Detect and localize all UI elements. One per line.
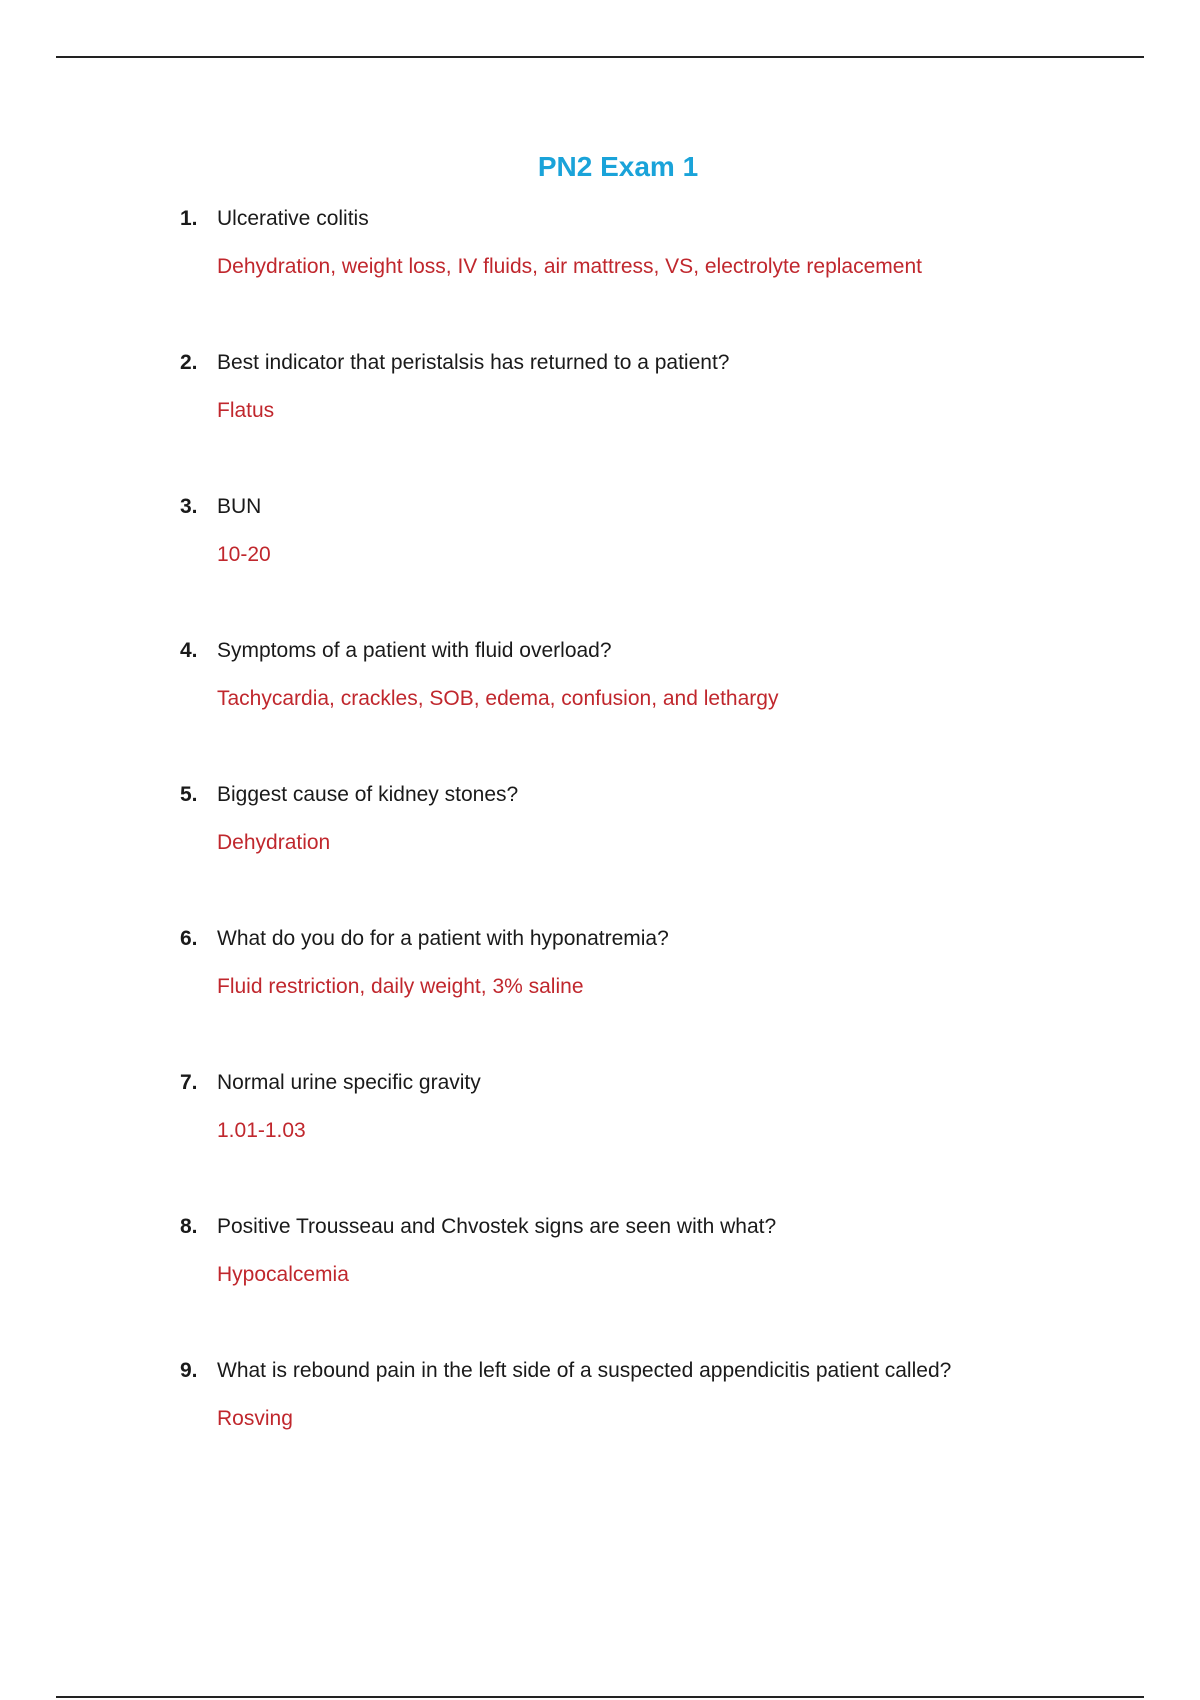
- answer-text: 1.01-1.03: [217, 1119, 306, 1142]
- answer-text: Rosving: [217, 1407, 293, 1430]
- question-item: [0, 920, 1200, 1064]
- question-text: Positive Trousseau and Chvostek signs are seen with what?: [217, 1215, 777, 1238]
- question-text: BUN: [217, 495, 262, 518]
- question-list: [0, 200, 1200, 1496]
- question-item: [0, 488, 1200, 632]
- question-number: 7.: [180, 1071, 198, 1094]
- question-number: 8.: [180, 1215, 198, 1238]
- footer-rule: [56, 1696, 1144, 1698]
- answer-text: Dehydration, weight loss, IV fluids, air mattress, VS, electrolyte replacement: [217, 255, 922, 278]
- header-rule: [56, 56, 1144, 58]
- answer-text: Tachycardia, crackles, SOB, edema, confusion, and lethargy: [217, 687, 779, 710]
- answer-text: Hypocalcemia: [217, 1263, 349, 1286]
- answer-text: Fluid restriction, daily weight, 3% saline: [217, 975, 584, 998]
- question-number: 1.: [180, 207, 198, 230]
- question-number: 4.: [180, 639, 198, 662]
- page-title: PN2 Exam 1: [537, 151, 699, 182]
- question-text: Best indicator that peristalsis has returned to a patient?: [217, 351, 730, 374]
- question-number: 6.: [180, 927, 198, 950]
- question-text: Normal urine specific gravity: [217, 1071, 481, 1094]
- question-item: [0, 200, 1200, 344]
- question-number: 2.: [180, 351, 198, 374]
- question-item: [0, 1064, 1200, 1208]
- question-item: [0, 1352, 1200, 1496]
- question-item: [0, 1208, 1200, 1352]
- question-number: 5.: [180, 783, 198, 806]
- question-text: What is rebound pain in the left side of a suspected appendicitis patient called?: [217, 1359, 952, 1382]
- question-text: What do you do for a patient with hyponatremia?: [217, 927, 669, 950]
- question-item: [0, 344, 1200, 488]
- question-text: Biggest cause of kidney stones?: [217, 783, 519, 806]
- question-text: Symptoms of a patient with fluid overload?: [217, 639, 612, 662]
- answer-text: Flatus: [217, 399, 275, 422]
- question-item: [0, 632, 1200, 776]
- question-text: Ulcerative colitis: [217, 207, 369, 230]
- answer-text: Dehydration: [217, 831, 331, 854]
- question-item: [0, 776, 1200, 920]
- question-number: 3.: [180, 495, 198, 518]
- answer-text: 10-20: [217, 543, 271, 566]
- question-number: 9.: [180, 1359, 198, 1382]
